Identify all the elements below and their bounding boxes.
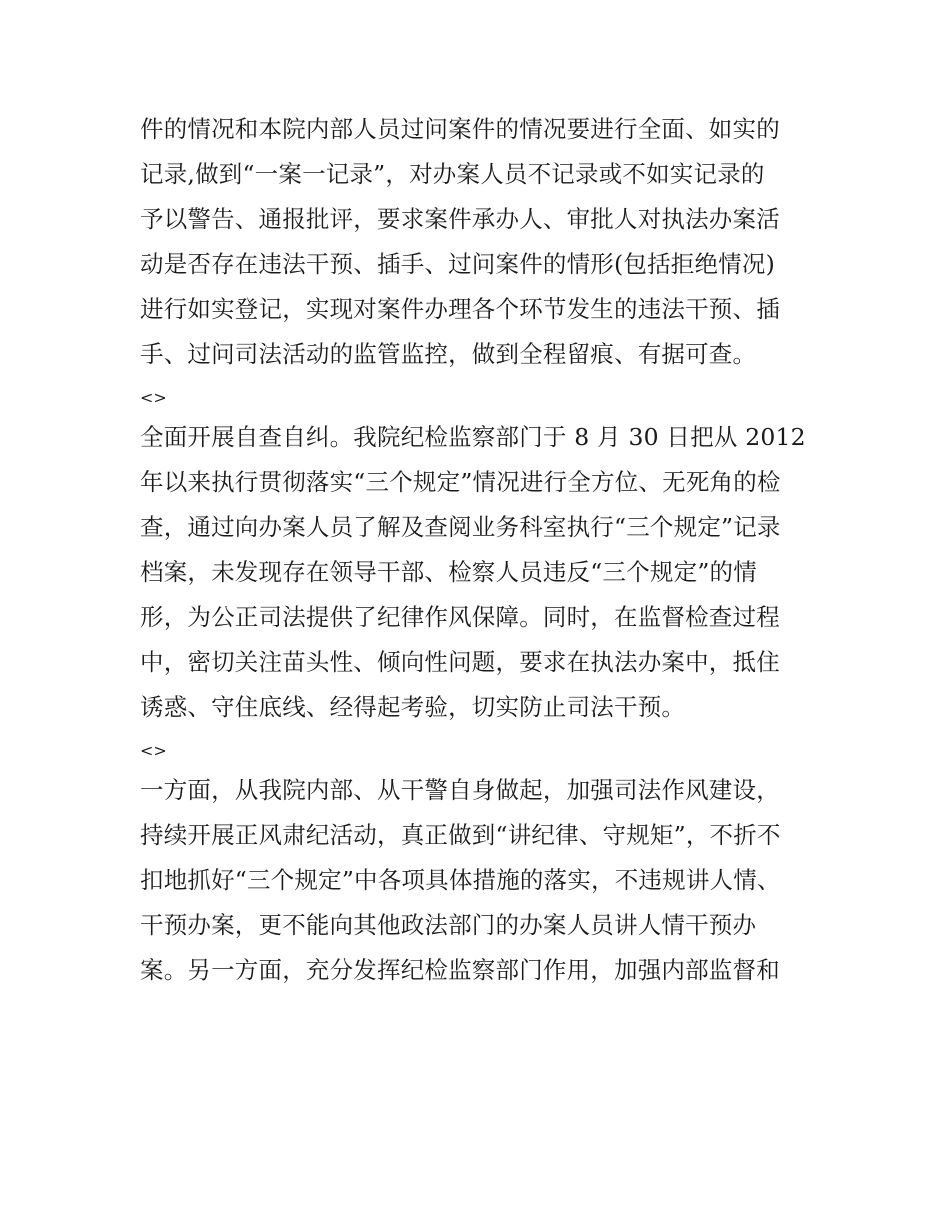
text-line: 记录,做到“一案一记录”，对办案人员不记录或不如实记录的 [140, 160, 765, 188]
text-line: 扣地抓好“三个规定”中各项具体措施的落实，不违规讲人情、 [140, 866, 781, 894]
section-separator: <> [140, 388, 167, 407]
text-line: 手、过问司法活动的监管监控，做到全程留痕、有据可查。 [140, 340, 757, 368]
text-line: 予以警告、通报批评，要求案件承办人、审批人对执法办案活 [140, 205, 780, 233]
paragraph-discipline [140, 768, 820, 993]
paragraph-self-inspection [140, 415, 820, 730]
paragraph-recording [140, 107, 820, 377]
text-line: 诱惑、守住底线、经得起考验，切实防止司法干预。 [140, 693, 686, 721]
text-line: 案。另一方面，充分发挥纪检监察部门作用，加强内部监督和 [140, 956, 780, 984]
text-line: 一方面，从我院内部、从干警自身做起，加强司法作风建设， [140, 776, 780, 804]
section-separator: <> [140, 741, 167, 760]
text-line: 查，通过向办案人员了解及查阅业务科室执行“三个规定”记录 [140, 513, 781, 541]
text-line: 年以来执行贯彻落实“三个规定”情况进行全方位、无死角的检 [140, 468, 781, 496]
text-line: 持续开展正风肃纪活动，真正做到“讲纪律、守规矩”，不折不 [140, 821, 781, 849]
text-line: 档案，未发现存在领导干部、检察人员违反“三个规定”的情 [140, 558, 757, 586]
text-line: 进行如实登记，实现对案件办理各个环节发生的违法干预、插 [140, 295, 780, 323]
text-line: 全面开展自查自纠。我院纪检监察部门于 8 月 30 日把从 2012 [140, 423, 806, 451]
text-line: 形，为公正司法提供了纪律作风保障。同时，在监督检查过程 [140, 603, 780, 631]
text-line: 动是否存在违法干预、插手、过问案件的情形(包括拒绝情况) [140, 250, 775, 278]
text-line: 件的情况和本院内部人员过问案件的情况要进行全面、如实的 [140, 115, 780, 143]
document-body [140, 107, 820, 993]
text-line: 中，密切关注苗头性、倾向性问题，要求在执法办案中，抵住 [140, 648, 780, 676]
text-line: 干预办案，更不能向其他政法部门的办案人员讲人情干预办 [140, 911, 757, 939]
